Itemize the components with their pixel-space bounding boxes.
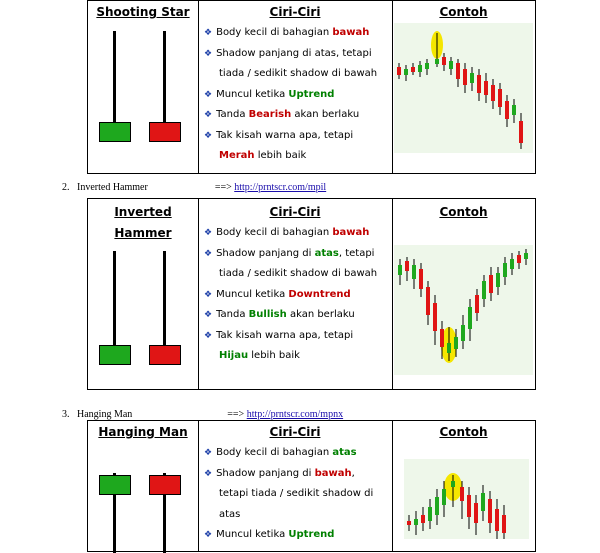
shooting-star-chart bbox=[394, 23, 533, 153]
feature-text: Shadow panjang di bbox=[216, 467, 315, 479]
feature-text: Body kecil di bahagian bbox=[216, 447, 333, 458]
bullet-icon: ❖ bbox=[204, 248, 213, 259]
feature-item bbox=[204, 223, 390, 244]
example-chart bbox=[394, 245, 533, 375]
features-header: Ciri-Ciri bbox=[269, 425, 321, 439]
feature-item bbox=[204, 464, 390, 485]
section-name: Inverted Hammer bbox=[77, 182, 148, 193]
feature-list bbox=[204, 443, 390, 546]
pattern-cell bbox=[88, 1, 199, 173]
feature-text: Body kecil di bahagian bbox=[216, 227, 333, 238]
screenshot-link[interactable]: http://prntscr.com/mpnx bbox=[246, 409, 344, 420]
section-title-2 bbox=[62, 182, 326, 193]
pattern-name: Hanging Man bbox=[98, 425, 188, 439]
highlight-text: Bullish bbox=[248, 309, 287, 320]
highlight-text: atas bbox=[332, 447, 357, 458]
example-cell bbox=[392, 199, 535, 389]
example-cell bbox=[392, 1, 535, 173]
feature-text: akan berlaku bbox=[291, 109, 360, 120]
example-cell bbox=[392, 421, 535, 551]
feature-item bbox=[204, 23, 390, 44]
feature-text: atas bbox=[219, 508, 241, 520]
feature-text: tiada / sedikit shadow di bawah bbox=[219, 68, 378, 79]
green-candle-body bbox=[99, 345, 131, 365]
highlight-text: bawah bbox=[314, 467, 352, 479]
feature-text: lebih baik bbox=[254, 150, 307, 161]
highlight-text: bawah bbox=[332, 27, 370, 38]
arrow-text: ==> bbox=[214, 182, 232, 193]
example-header: Contoh bbox=[439, 205, 488, 219]
feature-text: tetapi tiada / sedikit shadow di bbox=[219, 488, 374, 499]
pattern-cell bbox=[88, 199, 199, 389]
feature-text: Muncul ketika bbox=[216, 529, 289, 540]
features-cell bbox=[198, 1, 393, 173]
feature-item bbox=[204, 85, 390, 106]
section-name: Hanging Man bbox=[77, 409, 133, 420]
red-candle-body bbox=[149, 345, 181, 365]
highlight-text: atas bbox=[314, 247, 339, 259]
arrow-text: ==> bbox=[227, 409, 245, 420]
feature-item bbox=[204, 146, 390, 167]
red-candle-body bbox=[149, 122, 181, 142]
features-cell bbox=[198, 199, 393, 389]
example-chart bbox=[404, 459, 529, 539]
feature-text: lebih baik bbox=[248, 350, 300, 361]
bullet-icon: ❖ bbox=[204, 48, 213, 59]
bullet-icon: ❖ bbox=[204, 28, 213, 38]
highlight-text: Uptrend bbox=[288, 529, 335, 540]
feature-item bbox=[204, 105, 390, 126]
bullet-icon: ❖ bbox=[204, 130, 213, 141]
green-candle-body bbox=[99, 475, 131, 495]
feature-text: Tanda bbox=[216, 109, 249, 120]
highlight-text: Uptrend bbox=[288, 88, 335, 100]
features-cell bbox=[198, 421, 393, 551]
pattern-name-line2: Hammer bbox=[114, 226, 172, 240]
feature-text: Body kecil di bahagian bbox=[216, 27, 333, 38]
section-title-3 bbox=[62, 409, 343, 420]
feature-item bbox=[204, 346, 390, 367]
feature-list bbox=[204, 223, 390, 367]
pattern-name: Shooting Star bbox=[96, 5, 190, 19]
feature-text: tiada / sedikit shadow di bawah bbox=[219, 268, 378, 279]
feature-text: Tak kisah warna apa, tetapi bbox=[216, 329, 354, 341]
table-hanging-man bbox=[87, 420, 536, 552]
bullet-icon: ❖ bbox=[204, 448, 213, 458]
highlight-text: Hijau bbox=[219, 350, 249, 361]
feature-item bbox=[204, 264, 390, 285]
feature-item bbox=[204, 285, 390, 306]
example-header: Contoh bbox=[439, 5, 488, 19]
bullet-icon: ❖ bbox=[204, 228, 213, 238]
hanging-man-chart bbox=[404, 459, 529, 539]
pattern-cell bbox=[88, 421, 199, 551]
table-shooting-star bbox=[87, 0, 536, 174]
feature-list bbox=[204, 23, 390, 167]
screenshot-link[interactable]: http://prntscr.com/mpil bbox=[234, 182, 327, 193]
feature-text: akan berlaku bbox=[286, 309, 355, 320]
feature-text: Tanda bbox=[216, 309, 249, 320]
bullet-icon: ❖ bbox=[204, 110, 213, 120]
example-header: Contoh bbox=[439, 425, 488, 439]
bullet-icon: ❖ bbox=[204, 310, 213, 320]
section-number: 2. bbox=[62, 182, 70, 193]
feature-item bbox=[204, 126, 390, 147]
bullet-icon: ❖ bbox=[204, 89, 213, 100]
features-header: Ciri-Ciri bbox=[269, 5, 321, 19]
feature-item bbox=[204, 443, 390, 464]
feature-item bbox=[204, 44, 390, 65]
feature-item bbox=[204, 244, 390, 265]
feature-text: Muncul ketika bbox=[216, 88, 289, 100]
bullet-icon: ❖ bbox=[204, 468, 213, 479]
highlight-text: Merah bbox=[219, 150, 255, 161]
feature-text: Shadow panjang di atas, tetapi bbox=[216, 47, 372, 59]
table-inverted-hammer bbox=[87, 198, 536, 390]
green-candle-body bbox=[99, 122, 131, 142]
feature-item bbox=[204, 484, 390, 505]
section-number: 3. bbox=[62, 409, 70, 420]
pattern-name-line1: Inverted bbox=[114, 205, 172, 219]
highlight-text: bawah bbox=[332, 227, 370, 238]
red-candle-body bbox=[149, 475, 181, 495]
bullet-icon: ❖ bbox=[204, 289, 213, 300]
feature-item bbox=[204, 64, 390, 85]
highlight-text: Bearish bbox=[248, 109, 292, 120]
feature-item bbox=[204, 525, 390, 546]
feature-text: , tetapi bbox=[338, 247, 375, 259]
feature-item bbox=[204, 505, 390, 526]
bullet-icon: ❖ bbox=[204, 530, 213, 540]
feature-item bbox=[204, 305, 390, 326]
feature-text: Tak kisah warna apa, tetapi bbox=[216, 129, 354, 141]
example-chart bbox=[394, 23, 533, 153]
feature-item bbox=[204, 326, 390, 347]
bullet-icon: ❖ bbox=[204, 330, 213, 341]
highlight-text: Downtrend bbox=[288, 288, 351, 300]
feature-text: Muncul ketika bbox=[216, 288, 289, 300]
feature-text: Shadow panjang di bbox=[216, 247, 315, 259]
inverted-hammer-chart bbox=[394, 245, 533, 375]
features-header: Ciri-Ciri bbox=[269, 205, 321, 219]
feature-text: , bbox=[351, 467, 355, 479]
